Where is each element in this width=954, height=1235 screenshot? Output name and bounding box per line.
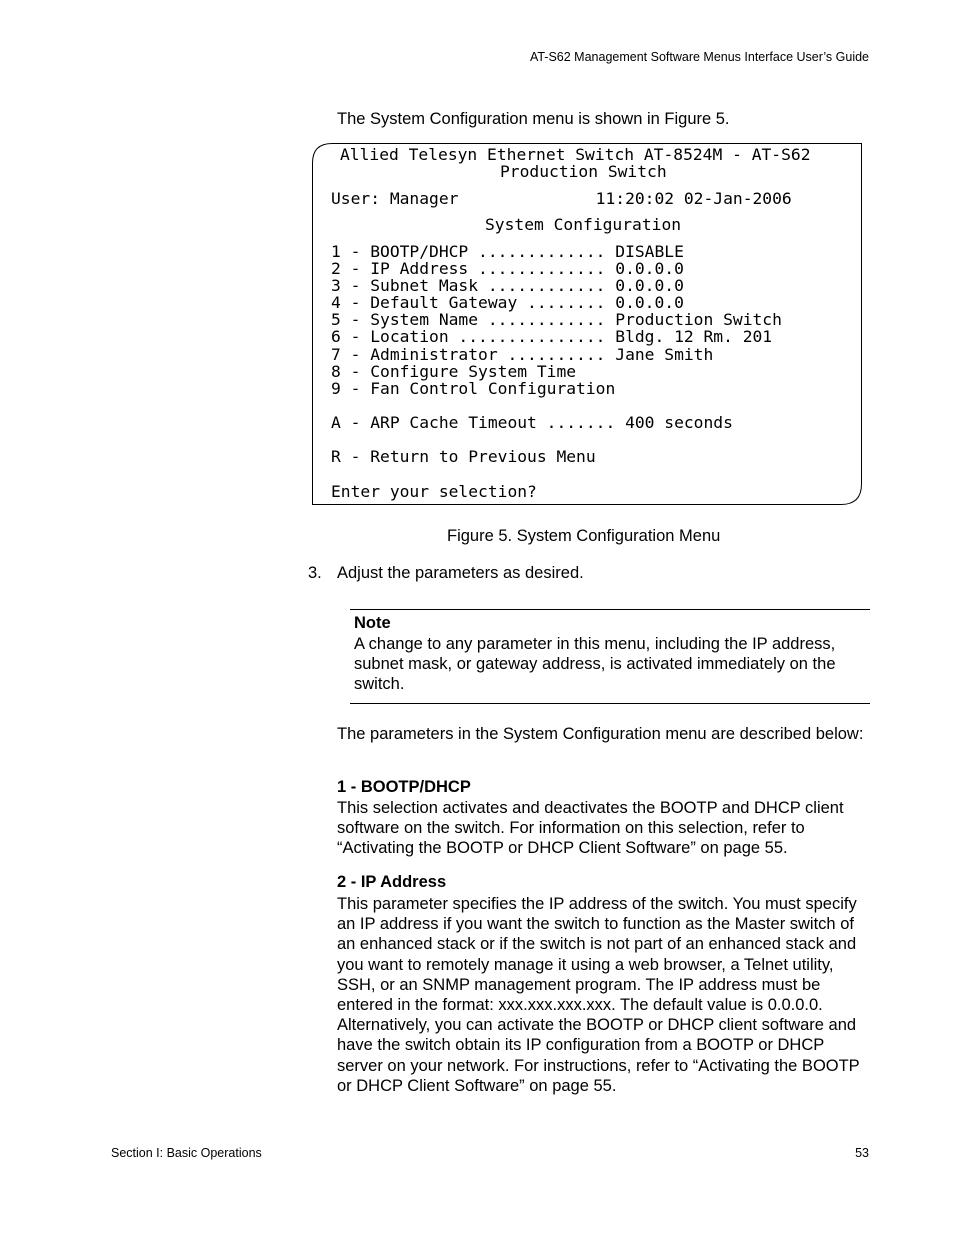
terminal-screen xyxy=(312,143,862,505)
footer-section: Section I: Basic Operations xyxy=(111,1146,262,1160)
menu-option-system-time[interactable]: 8 - Configure System Time xyxy=(331,362,577,381)
params-intro: The parameters in the System Configuration menu are described below: xyxy=(337,725,864,743)
menu-option-subnet-mask[interactable]: 3 - Subnet Mask ............ 0.0.0.0 xyxy=(331,276,684,295)
selection-prompt[interactable]: Enter your selection? xyxy=(331,482,537,501)
menu-option-system-name[interactable]: 5 - System Name ............ Production Switch xyxy=(331,310,782,329)
menu-option-fan-control[interactable]: 9 - Fan Control Configuration xyxy=(331,379,616,398)
terminal-line-menu-title: System Configuration xyxy=(485,215,682,234)
terminal-line-title: Allied Telesyn Ethernet Switch AT-8524M - AT-S62 xyxy=(340,145,811,164)
step-text: Adjust the parameters as desired. xyxy=(337,564,584,582)
intro-text: The System Configuration menu is shown in Figure 5. xyxy=(337,110,730,128)
running-header: AT-S62 Management Software Menus Interface User’s Guide xyxy=(529,50,869,64)
menu-option-bootp[interactable]: 1 - BOOTP/DHCP ............. DISABLE xyxy=(331,242,684,261)
menu-option-arp-timeout[interactable]: A - ARP Cache Timeout ....... 400 seconds xyxy=(331,413,733,432)
menu-option-default-gateway[interactable]: 4 - Default Gateway ........ 0.0.0.0 xyxy=(331,293,684,312)
figure-caption: Figure 5. System Configuration Menu xyxy=(447,527,721,545)
note-title: Note xyxy=(354,614,391,632)
step-number: 3. xyxy=(308,564,322,582)
section-heading-bootp: 1 - BOOTP/DHCP xyxy=(337,778,471,796)
menu-option-return[interactable]: R - Return to Previous Menu xyxy=(331,447,596,466)
section-text-bootp: This selection activates and deactivates the BOOTP and DHCP client software on the switch. For information on this selection, refer to “Activating the BOOTP or DHCP Client Software” on page 55. xyxy=(337,799,844,858)
section-text-ip-address: This parameter specifies the IP address of the switch. You must specify an IP address if you want the switch to function as the Master switch of an enhanced stack or if the switch is not part of an enhanced stack and you want to remotely manage it using a web browser, a Telnet utility, SSH, or an SNMP management program. The IP address must be entered in the format: xxx.xxx.xxx.xxx. The default value is 0.0.0.0. Alternatively, you can activate the BOOTP or DHCP client software and have the switch obtain its IP configuration from a BOOTP or DHCP server on your network. For instructions, refer to “Activating the BOOTP or DHCP Client Software” on page 55. xyxy=(337,895,860,1095)
menu-option-location[interactable]: 6 - Location ............... Bldg. 12 Rm. 201 xyxy=(331,327,773,346)
page-number: 53 xyxy=(855,1146,869,1160)
note-box xyxy=(350,609,870,704)
menu-option-administrator[interactable]: 7 - Administrator .......... Jane Smith xyxy=(331,345,714,364)
menu-option-ip-address[interactable]: 2 - IP Address ............. 0.0.0.0 xyxy=(331,259,684,278)
note-text: A change to any parameter in this menu, including the IP address, subnet mask, or gateway address, is activated immediately on the switch. xyxy=(354,635,836,694)
terminal-line-switch-name: Production Switch xyxy=(500,162,667,181)
terminal-line-user: User: Manager 11:20:02 02-Jan-2006 xyxy=(331,189,792,208)
section-heading-ip-address: 2 - IP Address xyxy=(337,873,447,891)
